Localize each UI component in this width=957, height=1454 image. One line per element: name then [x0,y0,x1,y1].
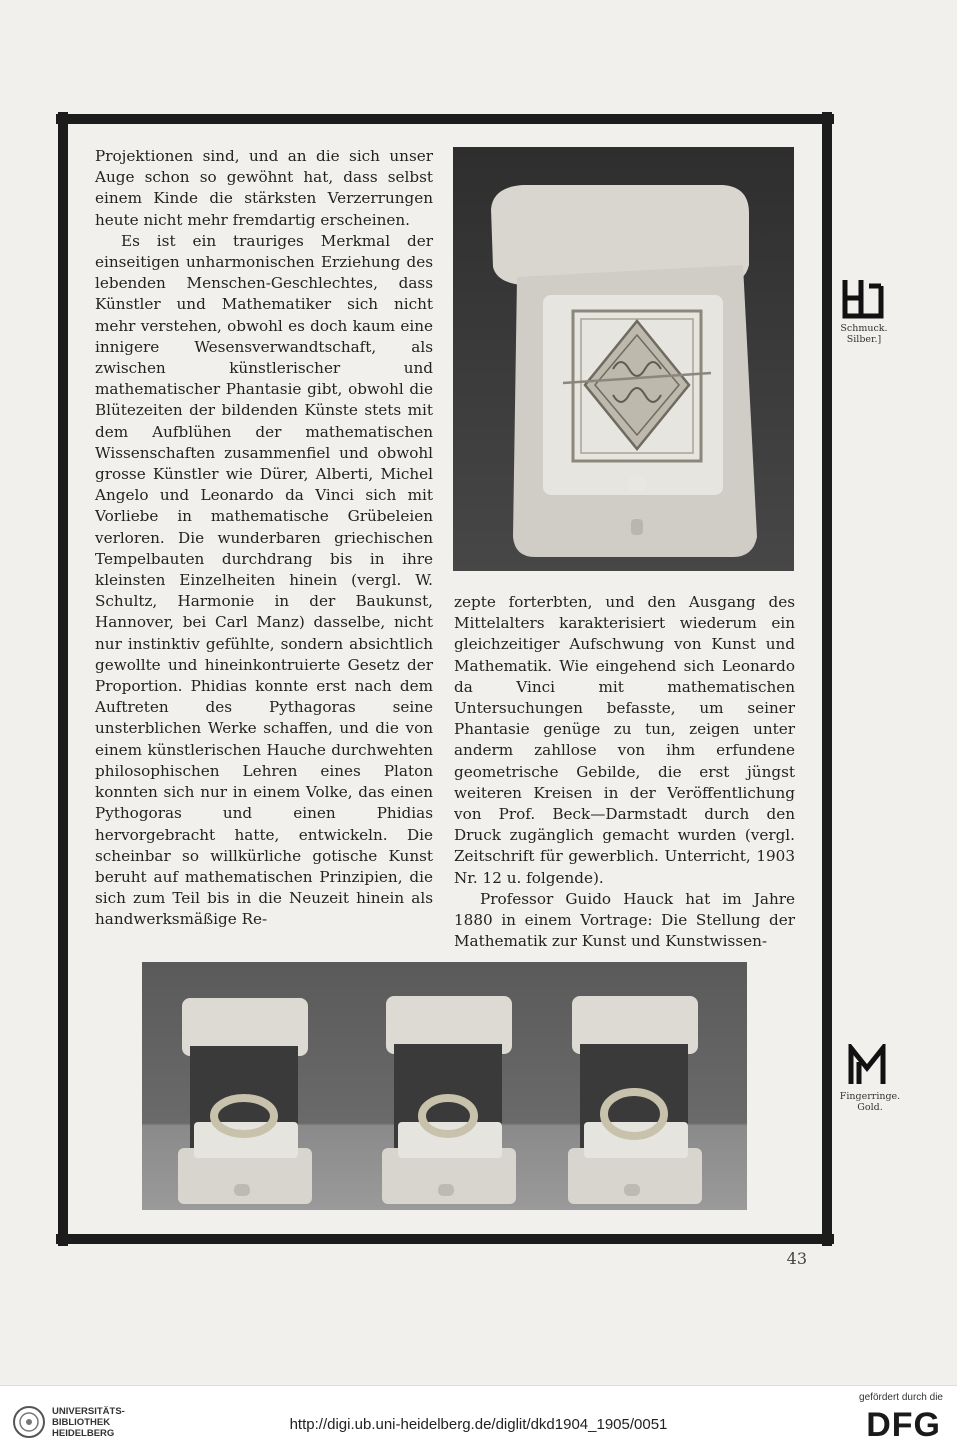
brooch-photo [453,147,794,571]
border-top [56,112,834,126]
rings-photo [142,962,747,1210]
page-number: 43 [786,1249,807,1268]
paragraph-3: zepte forterbten, und den Ausgang des Mittelalters karakterisiert wiederum ein gleichzeitiger Aufschwung von Kunst und Mathematik. Wie eingehend sich Leonardo da Vinci mit mathematischen Untersuchungen befasste, um seiner Phantasie genüge zu tun, zeigen unter anderm zahllose von ihm erfundene geometrische Gebilde, die erst jüngst weiteren Kreisen in der Veröffentlichung von Prof. Beck—Darmstadt durch den Druck zugänglich gemacht wurden (vergl. Zeitschrift für gewerblich. Unterricht, 1903 Nr. 12 u. folgende). [454,593,795,887]
schmuck-monogram-icon [839,276,887,320]
brooch-illustration [453,147,794,571]
dfg-logo: DFG [866,1406,941,1444]
paragraph-2: Es ist ein trauriges Merkmal der einseitigen unharmonischen Erziehung des lebenden Menschen-Geschlechtes, dass Künstler und Mathematiker sich nicht mehr verstehen, obwohl es doch kaum eine innigere Wesensverwandtschaft, als zwischen künstlerischer und mathematischer Phantasie gibt, obwohl die Blütezeiten der bildenden Künste stets mit dem Aufblühen der mathematischen Wissenschaften zusammenfiel und obwohl grosse Künstler wie Dürer, Alberti, Michel Angelo und Leonardo da Vinci sich mit Vorliebe in mathematische Grübeleien verloren. Die wunderbaren griechischen Tempelbauten durchdrang bis in ihre kleinsten Einzelheiten hinein (vergl. W. Schultz, Harmonie in der Baukunst, Hannover, bei Carl Manz) dasselbe, nicht nur instinktiv gefühlte, sondern absichtlich gewollte und hineinkontruierte Gesetz der Proportion. Phidias konnte erst nach dem Auftreten des Pythagoras seine unsterblichen Werke schaffen, und die von einem künstlerischen Hauche durchwehten philosophischen Lehren eines Platon konnten sich nur in einem Volke, das einen Pythogoras und einen Phidias hervorgebracht hatte, entwickeln. Die scheinbar so willkürliche gotische Kunst beruht auf mathematischen Prinzipien, die sich zum Teil bis in die Neuzeit hinein als handwerksmäßige Re- [95,231,433,929]
side-label-bottom-line-1: Fingerringe. [839,1091,901,1102]
paragraph-4: Professor Guido Hauck hat im Jahre 1880 in einem Vortrage: Die Stellung der Mathematik zur Kunst und Kunstwissen- [454,889,795,951]
side-label-top-line-1: Schmuck. [840,323,888,334]
side-label-bottom [835,1091,905,1113]
fingerringe-monogram-icon [846,1044,888,1088]
side-label-top [829,323,899,345]
library-line-2: BIBLIOTHEK [52,1417,111,1428]
border-bottom [56,1232,834,1246]
source-url-link[interactable]: http://digi.ub.uni-heidelberg.de/diglit/dkd1904_1905/0051 [289,1416,668,1433]
border-right [820,112,834,1246]
side-label-bottom-line-2: Gold. [857,1102,883,1113]
left-text-column [95,146,433,958]
ring-box-1 [178,998,312,1204]
border-left [56,112,70,1246]
library-line-1: UNIVERSITÄTS- [52,1406,125,1417]
library-line-3: HEIDELBERG [52,1428,115,1439]
funded-by-text: gefördert durch die [859,1392,943,1403]
side-label-top-line-2: Silber.] [846,334,882,345]
paragraph-1: Projektionen sind, und an die sich unser Auge schon so gewöhnt hat, dass selbst einem Kinde die stärksten Verzerrungen heute nicht mehr fremdartig erscheinen. [95,147,433,229]
footer-bar [0,1385,957,1454]
rings-illustration [142,962,747,1210]
right-text-column [454,592,795,952]
ring-box-2 [382,996,516,1204]
ring-box-3 [568,996,702,1204]
